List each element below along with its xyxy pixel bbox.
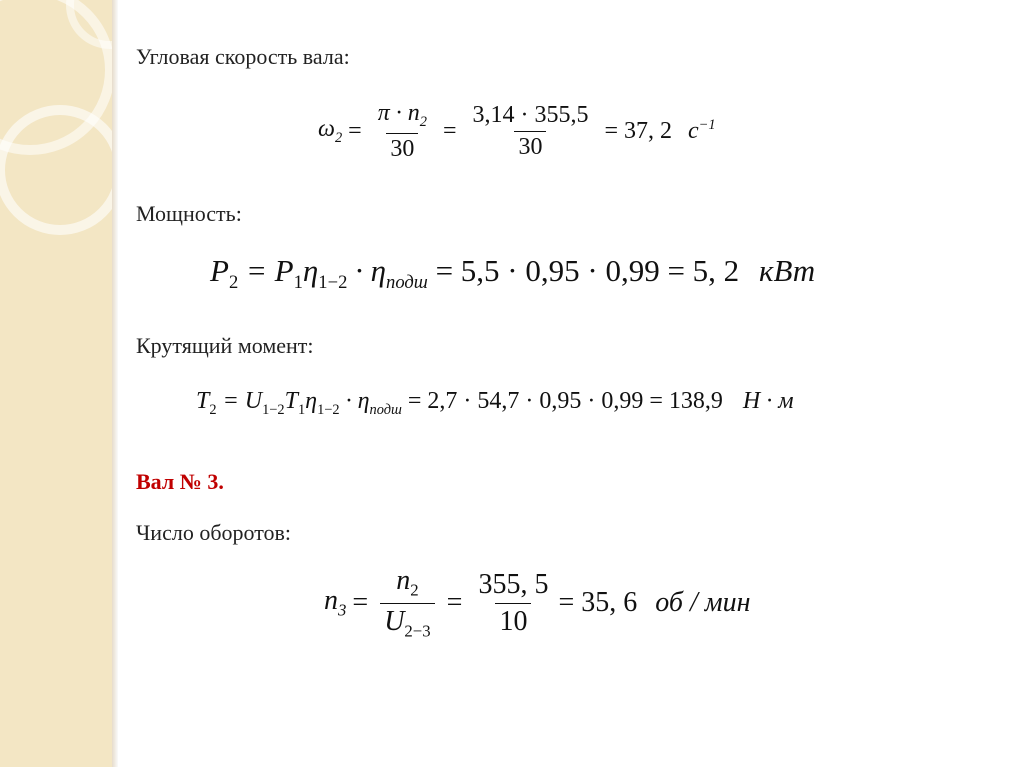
power-formula: $P_2 = P_1\eta_{1-2} \cdot \eta_{подш} = 5,5 \cdot 0,95 \cdot 0,99 = 5$, 2 кВт <box>210 253 816 294</box>
rpm-formula: $n_3$ = $\frac{n_2}{U_{2-3}}$ = $\frac{355, 5}{10}$ = 35, 6 об / мин <box>324 565 751 641</box>
unit: $c^{-1}$ <box>688 117 716 145</box>
result: 37, 2 <box>624 117 673 144</box>
circle-ornament-icon <box>0 0 112 767</box>
fraction-4: $\frac{355, 5}{10}$ <box>478 568 549 637</box>
shaft-3-heading: Вал № 3. <box>136 469 224 494</box>
torque-label: Крутящий момент: <box>136 333 314 358</box>
fraction-1: $\frac{\pi \cdot n_2}{30}$ <box>377 100 427 162</box>
power-label: Мощность: <box>136 201 242 226</box>
decorative-sidebar <box>0 0 112 767</box>
sidebar-divider <box>112 0 118 767</box>
angular-speed-label: Угловая скорость вала: <box>136 44 350 69</box>
angular-speed-formula: $\omega_2$ = $\frac{\pi \cdot n_2}{30}$ = $\frac{3,14 \cdot 355,5}{30}$ = 37, 2 $c^{-1}$ <box>318 100 716 162</box>
fraction-3: $\frac{n_2}{U_{2-3}}$ <box>380 565 434 641</box>
omega-symbol: $\omega_2$ <box>318 116 343 146</box>
fraction-2: $\frac{3,14 \cdot 355,5}{30}$ <box>472 101 589 160</box>
torque-formula: $T_2 = U_{1-2}T_1\eta_{1-2} \cdot \eta_{подш} = 2,7 \cdot 54,7 \cdot 0,95 \cdot 0,99 = 138,9$ Н · м <box>196 388 794 418</box>
rpm-label: Число оборотов: <box>136 520 292 545</box>
